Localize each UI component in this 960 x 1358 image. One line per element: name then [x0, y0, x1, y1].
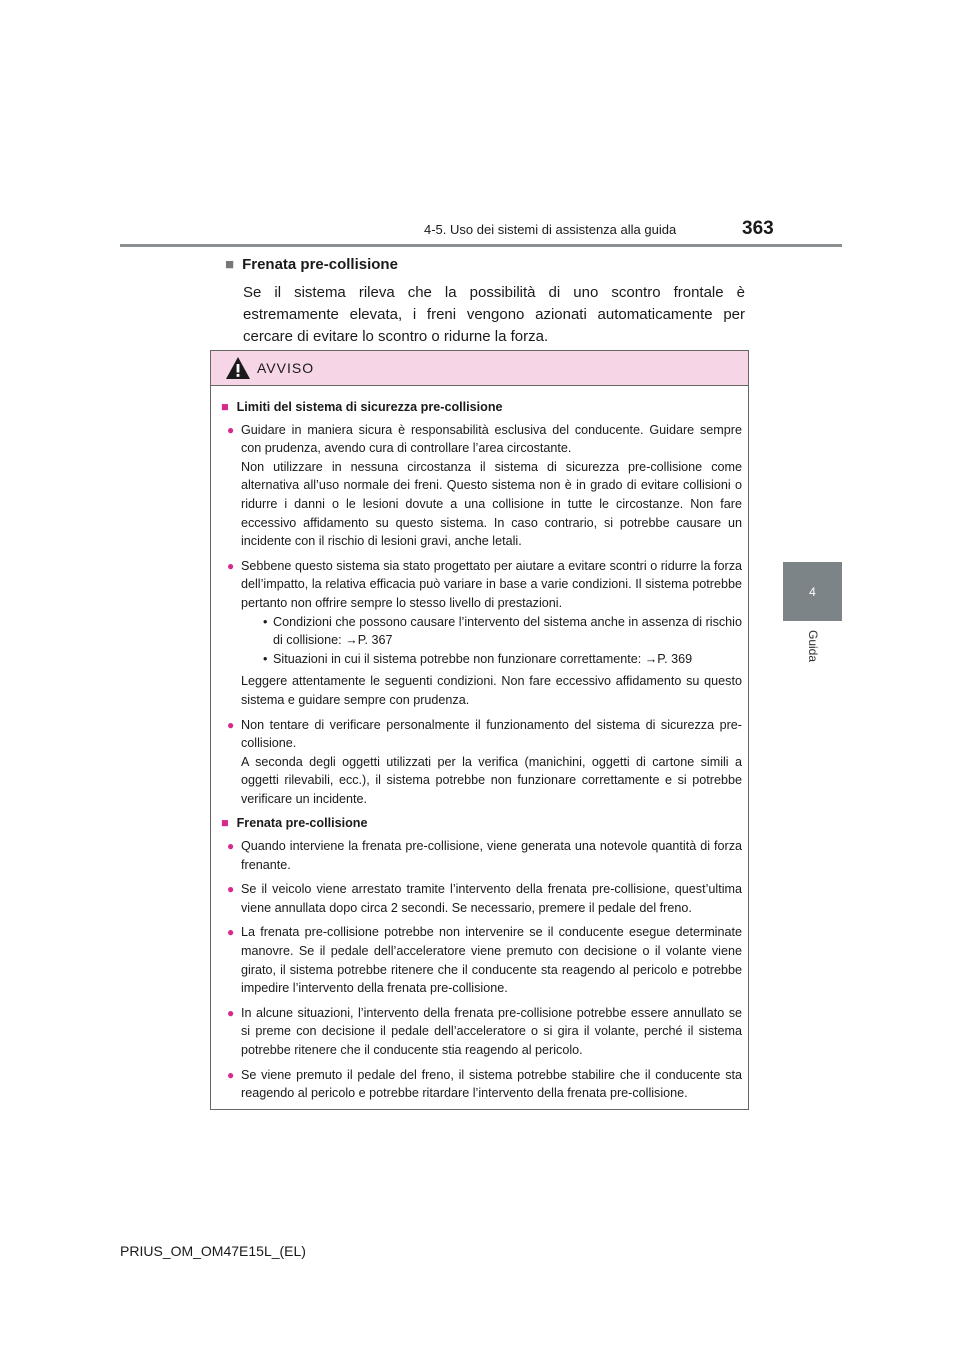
- bullet-paragraph: Non utilizzare in nessuna circostanza il sistema di sicurezza pre-collisione come alternativa all’uso normale dei freni. Questo sistema non è in grado di evitare collisioni o ridurre i danni o le lesioni dovute a una collisione in tutte le circostanze. Non fare eccessivo affidamento su questo sistema. In caso contrario, si potrebbe causare un incidente con il rischio di lesioni gravi, anche letali.: [241, 459, 742, 549]
- round-bullet-icon: ●: [227, 1005, 235, 1020]
- chapter-label: Guida: [806, 630, 820, 663]
- bullet-paragraph: Non tentare di verificare personalmente il funzionamento del sistema di sicurezza pre-collisione.: [241, 717, 742, 751]
- round-bullet-icon: ●: [227, 558, 235, 573]
- document-code: PRIUS_OM_OM47E15L_(EL): [120, 1243, 306, 1259]
- round-bullet-icon: ●: [227, 839, 235, 854]
- warning-bullet: [221, 923, 742, 997]
- warning-title: AVVISO: [257, 360, 315, 376]
- warning-triangle-icon: [225, 356, 251, 380]
- header-rule: [120, 244, 842, 247]
- warning-header: [211, 351, 748, 386]
- warning-bullet: [221, 1066, 742, 1103]
- bullet-paragraph: Quando interviene la frenata pre-collisione, viene generata una notevole quantità di forza frenante.: [241, 839, 742, 872]
- warning-content: [211, 386, 748, 1103]
- square-bullet-icon: ■: [221, 400, 229, 414]
- round-bullet-icon: ●: [227, 925, 235, 940]
- warning-subheading: ■ Frenata pre-collisione: [221, 816, 368, 831]
- dot-bullet-icon: •: [263, 614, 268, 629]
- square-bullet-icon: ■: [221, 816, 229, 831]
- round-bullet-icon: ●: [227, 1067, 235, 1082]
- round-bullet-icon: ●: [227, 422, 235, 437]
- bullet-paragraph: Sebbene questo sistema sia stato progettato per aiutare a evitare scontri o ridurre la forza dell’impatto, la relativa efficacia può variare in base a varie condizioni. Il sistema potrebbe pertanto non offrire sempre lo stesso livello di prestazioni.: [241, 558, 742, 610]
- bullet-paragraph: In alcune situazioni, l’intervento della frenata pre-collisione potrebbe essere annullato se si preme con decisione il pedale dell’acceleratore o si gira il volante, perché il sistema potrebbe ritenere che il conducente stia reagendo al pericolo.: [241, 1005, 742, 1057]
- warning-bullet: [221, 421, 742, 551]
- bullet-paragraph: Se viene premuto il pedale del freno, il sistema potrebbe stabilire che il conducente sta reagendo al pericolo e potrebbe ritardare l’intervento della frenata pre-collisione.: [241, 1067, 742, 1101]
- warning-bullet: [221, 1004, 742, 1060]
- sub-list-item: • Condizioni che possono causare l’intervento del sistema anche in assenza di rischio di collisione: →P. 367: [263, 614, 742, 648]
- section-title: 4-5. Uso dei sistemi di assistenza alla guida: [424, 222, 677, 237]
- warning-bullet: [221, 837, 742, 874]
- sub-list: [241, 613, 742, 669]
- square-bullet-icon: ■: [225, 256, 235, 273]
- bullet-paragraph: A seconda degli oggetti utilizzati per la verifica (manichini, oggetti di cartone simili a oggetti rilevabili, ecc.), il sistema potrebbe non funzionare correttamente e si potrebbe verificare un incidente.: [241, 754, 742, 806]
- round-bullet-icon: ●: [227, 882, 235, 897]
- bullet-paragraph: Guidare in maniera sicura è responsabilità esclusiva del conducente. Guidare sempre con prudenza, avendo cura di controllare l’area circostante.: [241, 422, 742, 456]
- warning-bullet: [221, 557, 742, 710]
- intro-text: Se il sistema rileva che la possibilità di uno scontro frontale è estremamente elevata, i freni vengono azionati automaticamente per cercare di evitare lo scontro o ridurne la forza.: [243, 284, 745, 345]
- warning-subheading: ■ Limiti del sistema di sicurezza pre-collisione: [221, 400, 503, 414]
- bullet-paragraph: La frenata pre-collisione potrebbe non intervenire se il conducente esegue determinate manovre. Se il pedale dell’acceleratore viene premuto con decisione o il volante viene girato, il sistema potrebbe ritenere che il conducente sta reagendo al pericolo e potrebbe impedire l’intervento della frenata pre-collisione.: [241, 925, 742, 996]
- warning-bullet: [221, 880, 742, 917]
- dot-bullet-icon: •: [263, 651, 268, 666]
- page-number: 363: [742, 218, 774, 239]
- round-bullet-icon: ●: [227, 717, 235, 732]
- warning-bullet: [221, 716, 742, 809]
- intro-heading: ■ Frenata pre-collisione: [225, 256, 398, 273]
- chapter-number: 4: [809, 584, 816, 599]
- bullet-paragraph: Se il veicolo viene arrestato tramite l’intervento della frenata pre-collisione, quest’ultima viene annullata dopo circa 2 secondi. Se necessario, premere il pedale del freno.: [241, 882, 742, 915]
- bullet-paragraph: Leggere attentamente le seguenti condizioni. Non fare eccessivo affidamento su questo sistema e guidare sempre con prudenza.: [241, 674, 742, 707]
- warning-box: [210, 350, 749, 1110]
- chapter-tab: [783, 562, 842, 621]
- sub-list-item: • Situazioni in cui il sistema potrebbe non funzionare correttamente: →P. 369: [241, 650, 742, 669]
- intro-section: [225, 254, 745, 348]
